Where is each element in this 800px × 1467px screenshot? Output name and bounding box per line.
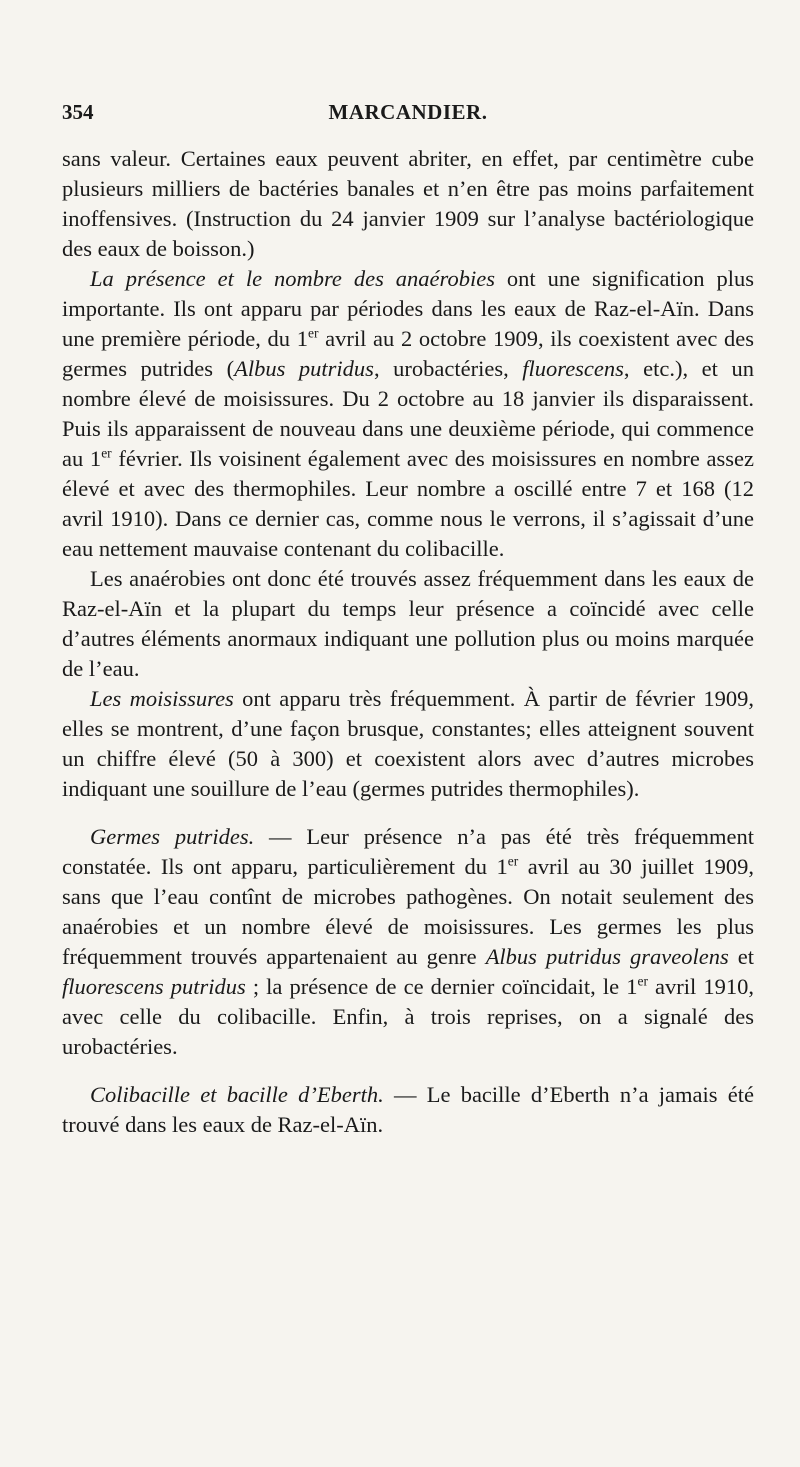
text-run: — Leur présence n’a pas été très fréquemment constatée. Ils ont apparu, particulièrement du 1 xyxy=(62,824,754,879)
text-run: , urobactéries, xyxy=(373,356,523,381)
text-run: avril au 2 octobre 1909, ils coexistent avec des germes putrides ( xyxy=(62,326,754,381)
text-run: sans valeur. Certaines eaux peuvent abriter, en effet, par centimètre cube plusieurs milliers de bactéries banales et n’en être pas moins parfaitement inoffensives. (Instruction du 24 janvier 1909 sur l’analyse bactériologique des eaux de boisson.) xyxy=(62,146,754,261)
text-run: février. Ils voisinent également avec des moisissures en nombre assez élevé et avec des thermophiles. Leur nombre a oscillé entre 7 et 168 (12 avril 1910). Dans ce dernier cas, comme nous le verrons, il s’agissait d’une eau nettement mauvaise contenant du colibacille. xyxy=(62,446,754,561)
superscript: er xyxy=(101,445,112,461)
text-run: avril au 30 juillet 1909, sans que l’eau contînt de microbes pathogènes. On notait seulement des anaérobies et un nombre élevé de moisissures. Les germes les plus fréquemment trouvés appartenaient au genre xyxy=(62,854,754,969)
italic-run: La présence et le nombre des anaérobies xyxy=(90,266,495,291)
italic-run: Germes putrides. xyxy=(90,824,255,849)
page-number: 354 xyxy=(62,100,94,124)
italic-run: fluorescens xyxy=(522,356,624,381)
text-run: ont apparu très fréquemment. À partir de février 1909, elles se montrent, d’une façon brusque, constantes; elles atteignent souvent un chiffre élevé (50 à 300) et coexistent alors avec d’autres microbes indiquant une souillure de l’eau (germes putrides thermophiles). xyxy=(62,686,754,801)
italic-run: Colibacille et bacille d’Eberth. xyxy=(90,1082,384,1107)
running-title: MARCANDIER. xyxy=(328,100,488,124)
text-run: et xyxy=(728,944,754,969)
superscript: er xyxy=(307,325,319,341)
italic-run: fluorescens putridus xyxy=(62,974,246,999)
paragraph xyxy=(62,564,754,684)
text-run: ; la présence de ce dernier coïncidait, le 1 xyxy=(245,974,638,999)
italic-run: Albus putridus xyxy=(234,356,374,381)
superscript: er xyxy=(637,973,648,989)
text-run: avril 1910, avec celle du colibacille. Enfin, à trois reprises, on a signalé des urobactéries. xyxy=(62,974,754,1059)
text-run: ont une signification plus importante. Ils ont apparu par périodes dans les eaux de Raz-el-Aïn. Dans une première période, du 1 xyxy=(62,266,754,351)
italic-run: Les moisissures xyxy=(90,686,234,711)
italic-run: Albus putridus graveolens xyxy=(485,944,729,969)
paragraph xyxy=(62,144,754,264)
running-head xyxy=(62,100,754,140)
body-text xyxy=(62,144,754,1140)
paragraph xyxy=(62,684,754,804)
paragraph xyxy=(62,822,754,1062)
text-run: — Le bacille d’Eberth n’a jamais été trouvé dans les eaux de Raz-el-Aïn. xyxy=(62,1082,754,1137)
text-run: , etc.), et un nombre élevé de moisissures. Du 2 octobre au 18 janvier ils disparaissent. Puis ils apparaissent de nouveau dans une deuxième période, qui commence au 1 xyxy=(62,356,754,471)
superscript: er xyxy=(507,853,519,869)
paragraph xyxy=(62,1080,754,1140)
text-run: Les anaérobies ont donc été trouvés assez fréquemment dans les eaux de Raz-el-Aïn et la plupart du temps leur présence a coïncidé avec celle d’autres éléments anormaux indiquant une pollution plus ou moins marquée de l’eau. xyxy=(62,566,754,681)
paragraph xyxy=(62,264,754,564)
